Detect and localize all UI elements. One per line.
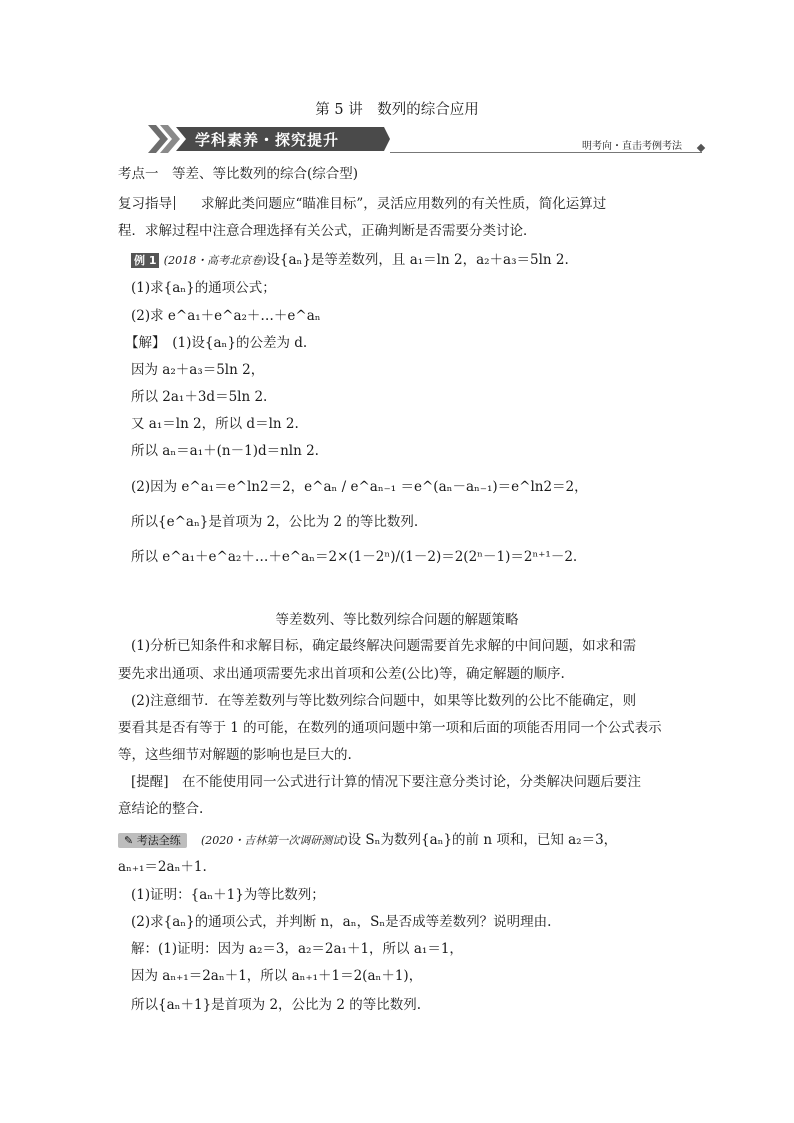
practice-solution-1: 解：(1)证明：因为 a₂＝3，a₂＝2a₁＋1，所以 a₁＝1， bbox=[131, 941, 463, 957]
practice-stem-text: 设 Sₙ为数列{aₙ}的前 n 项和，已知 a₂＝3， bbox=[347, 832, 618, 848]
solution-line-8: 所以 e^a₁＋e^a₂＋…＋e^aₙ＝2×(1－2ⁿ)/(1－2)＝2(2ⁿ－1)＝2ⁿ⁺¹－2. bbox=[131, 549, 578, 565]
strategy-p2c: 等，这些细节对解题的影响也是巨大的. bbox=[118, 747, 352, 763]
solution-line-4: 又 a₁＝ln 2，所以 d＝ln 2. bbox=[131, 416, 299, 432]
practice-stem-2: aₙ₊₁＝2aₙ＋1. bbox=[118, 859, 207, 875]
example-q1: (1)求{aₙ}的通项公式； bbox=[131, 280, 276, 296]
diamond-icon bbox=[697, 144, 705, 152]
banner-rule bbox=[390, 152, 702, 153]
practice-q1: (1)证明：{aₙ＋1}为等比数列； bbox=[131, 887, 325, 903]
example-badge: 例 1 bbox=[131, 253, 159, 268]
solution-line-7: 所以{e^aₙ}是首项为 2，公比为 2 的等比数列. bbox=[131, 514, 419, 530]
practice-badge-label: 考法全练 bbox=[136, 834, 181, 847]
example-source: (2018・高考北京卷) bbox=[163, 254, 267, 267]
strategy-p3a: [提醒] 在不能使用同一公式进行计算的情况下要注意分类讨论，分类解决问题后要注 bbox=[131, 774, 642, 790]
banner-right-label: 明考向・直击考例考法 bbox=[582, 141, 682, 152]
guide-text-1: 求解此类问题应“瞄准目标”，灵活应用数列的有关性质，简化运算过 bbox=[201, 196, 607, 212]
guide-label: 复习指导 bbox=[118, 196, 172, 212]
guide-line-2: 程．求解过程中注意合理选择有关公式，正确判断是否需要分类讨论． bbox=[118, 223, 537, 239]
strategy-p2b: 要看其是否有等于 1 的可能，在数列的通项问题中第一项和后面的项能否用同一个公式表示 bbox=[118, 720, 662, 736]
practice-solution-2: 因为 aₙ₊₁＝2aₙ＋1，所以 aₙ₊₁＋1＝2(aₙ＋1)， bbox=[131, 968, 423, 984]
strategy-p2a: (2)注意细节．在等差数列与等比数列综合问题中，如果等比数列的公比不能确定，则 bbox=[131, 693, 637, 709]
solution-line-6: (2)因为 e^a₁＝e^ln2＝2，e^aₙ / e^aₙ₋₁ ＝e^(aₙ－aₙ₋₁)＝e^ln2＝2， bbox=[131, 479, 588, 495]
pencil-icon: ✎ bbox=[124, 834, 134, 847]
solution-line-2: 因为 a₂＋a₃＝5ln 2， bbox=[131, 362, 265, 378]
guide-line-1 bbox=[118, 194, 606, 214]
example-q2: (2)求 e^a₁＋e^a₂＋…＋e^aₙ bbox=[131, 308, 321, 324]
practice-solution-3: 所以{aₙ＋1}是首项为 2，公比为 2 的等比数列. bbox=[131, 997, 421, 1013]
solution-line-1: 【解】 (1)设{aₙ}的公差为 d. bbox=[125, 335, 308, 351]
strategy-p1b: 要先求出通项、求出通项需要先求出首项和公差(公比)等，确定解题的顺序. bbox=[118, 666, 565, 682]
practice-stem-1 bbox=[118, 830, 617, 851]
solution-line-3: 所以 2a₁＋3d＝5ln 2. bbox=[131, 389, 268, 405]
example-stem-text: 设{aₙ}是等差数列，且 a₁＝ln 2，a₂＋a₃＝5ln 2. bbox=[266, 252, 569, 268]
practice-source: (2020・吉林第一次调研测试) bbox=[201, 834, 348, 847]
solution-line-5: 所以 aₙ＝a₁＋(n－1)d＝nln 2. bbox=[131, 443, 319, 459]
banner-label: 学科素养・探究提升 bbox=[195, 131, 340, 149]
strategy-title: 等差数列、等比数列综合问题的解题策略 bbox=[275, 612, 519, 628]
strategy-p3b: 意结论的整合. bbox=[118, 801, 204, 817]
practice-badge bbox=[118, 833, 187, 848]
strategy-p1a: (1)分析已知条件和求解目标，确定最终解决问题需要首先求解的中间问题，如求和需 bbox=[131, 638, 637, 654]
example-stem bbox=[131, 250, 569, 271]
page-title: 第 5 讲 数列的综合应用 bbox=[315, 102, 479, 118]
topic-heading: 考点一 等差、等比数列的综合(综合型) bbox=[118, 166, 359, 182]
practice-q2: (2)求{aₙ}的通项公式，并判断 n，aₙ，Sₙ是否成等差数列？说明理由. bbox=[131, 914, 552, 930]
